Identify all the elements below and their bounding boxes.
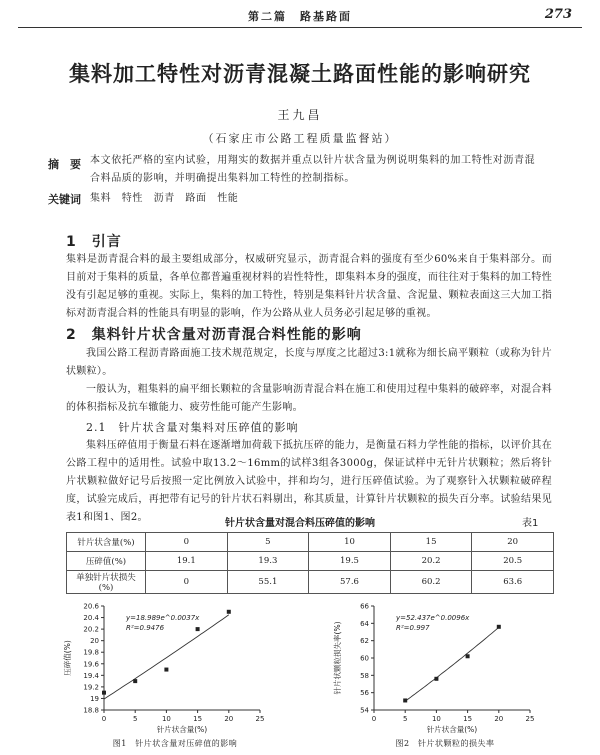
- y-tick-label: 64: [360, 619, 369, 628]
- keywords-text: 集料 特性 沥青 路面 性能: [90, 193, 239, 204]
- y-tick-label: 20.6: [83, 602, 99, 611]
- running-header: [0, 0, 600, 28]
- data-point: [497, 625, 501, 629]
- y-axis-title: 压碎值(%): [63, 640, 72, 676]
- figure-2-caption: 图2 针片状颗粒的损失率: [395, 739, 495, 748]
- table-cell: 15: [390, 533, 472, 552]
- y-tick-label: 56: [360, 689, 369, 698]
- y-tick-label: 60: [360, 654, 369, 663]
- y-tick-label: 58: [360, 671, 369, 680]
- section-1-text: 集料是沥青混合料的最主要组成部分，权威研究显示，沥青混合料的强度有至少60%来自于集料部分。而目前对于集料的质量，各单位都普遍重视材料的岩性特性，即集料本身的强度，而往往对于集料的加工特性没有引起足够的重视。实际上，集料的加工特性，特别是集料针片状含量、含泥量、颗粒表面这三大加工指标对沥青混合料的性能具有明显的影响，作为公路从业人员务必引起足够的重视。: [66, 254, 552, 319]
- affiliation: （石家庄市公路工程质量监督站）: [202, 132, 398, 145]
- subsection-2-1-heading: 2.1 针片状含量对集料对压碎值的影响: [86, 421, 299, 434]
- r-squared: R²=0.997: [396, 624, 430, 632]
- trend-line: [104, 615, 229, 699]
- header-rule: [18, 27, 582, 28]
- x-tick-label: 10: [431, 715, 441, 723]
- fit-equation: y=18.989e^0.0037x: [126, 614, 200, 622]
- y-tick-label: 20: [90, 637, 99, 646]
- section-2-paragraph-2: 一般认为，粗集料的扁平细长颗粒的含量影响沥青混合料在施工和使用过程中集料的破碎率，对混合料的体积指标及抗车辙能力、疲劳性能可能产生影响。: [66, 384, 552, 413]
- data-point: [164, 668, 168, 672]
- table-cell: 55.1: [227, 571, 309, 594]
- y-tick-label: 19.2: [83, 683, 99, 692]
- x-tick-label: 20: [494, 715, 504, 723]
- data-point: [102, 691, 106, 695]
- x-tick-label: 20: [224, 715, 234, 723]
- abstract-line-1: 本文依托严格的室内试验，用翔实的数据并重点以针片状含量为例说明集料的加工特性对沥青混: [90, 155, 536, 166]
- x-tick-label: 5: [402, 715, 408, 723]
- table-cell: 19.1: [146, 552, 228, 571]
- y-tick-label: 19: [90, 694, 99, 703]
- figure-1-caption: 图1 针片状含量对压碎值的影响: [112, 739, 238, 748]
- table-cell: 20: [472, 533, 554, 552]
- section-1-heading: 1 引言: [66, 234, 122, 250]
- page-number: 273: [544, 7, 572, 22]
- section-2-paragraph-3: 集料压碎值用于衡量石料在逐渐增加荷载下抵抗压碎的能力，是衡量石料力学性能的指标，以评价其在公路工程中的适用性。试验中取13.2～16mm的试样3组各3000g，保证试样中无针片状颗粒；然后将针片状颗粒做好记号后按照一定比例放入试验中，拌和均匀，进行压碎值试验。为了观察针入状颗粒破碎程度，试验完成后，再把带有记号的针片状石料剔出，称其质量，计算针片状颗粒的损失百分率。试验结果见表1和图1、图2。: [66, 440, 552, 523]
- table-cell: 10: [309, 533, 391, 552]
- x-tick-label: 10: [161, 715, 171, 723]
- author: 王九昌: [277, 108, 323, 122]
- running-header-section: 第二篇 路基路面: [248, 10, 352, 23]
- table-row: [67, 533, 554, 552]
- trend-line: [405, 627, 499, 701]
- data-point: [133, 679, 137, 683]
- y-tick-label: 19.4: [83, 671, 99, 680]
- y-tick-label: 54: [360, 706, 369, 715]
- y-tick-label: 19.6: [83, 660, 99, 669]
- keywords-label: 关键词: [48, 193, 81, 206]
- abstract-label: 摘 要: [48, 158, 81, 171]
- y-tick-label: 18.8: [83, 706, 99, 715]
- table-1-number: 表1: [522, 518, 539, 529]
- section-2-heading: 2 集料针片状含量对沥青混合料性能的影响: [66, 327, 362, 343]
- paper-title: 集料加工特性对沥青混凝土路面性能的影响研究: [69, 62, 531, 86]
- r-squared: R²=0.9476: [126, 624, 165, 632]
- table-row-label: 单独针片状损失(%): [67, 571, 146, 594]
- table-row: [67, 552, 554, 571]
- table-cell: 19.3: [227, 552, 309, 571]
- table-cell: 20.2: [390, 552, 472, 571]
- x-tick-label: 25: [255, 715, 265, 723]
- figure-1-chart: [60, 598, 290, 736]
- table-cell: 5: [227, 533, 309, 552]
- table-cell: 19.5: [309, 552, 391, 571]
- x-axis-title: 针片状含量(%): [426, 725, 478, 734]
- x-tick-label: 25: [525, 715, 535, 723]
- table-cell: 57.6: [309, 571, 391, 594]
- figure-2-chart: [330, 598, 560, 736]
- x-tick-label: 15: [193, 715, 203, 723]
- y-tick-label: 20.2: [83, 625, 99, 634]
- data-point: [227, 610, 231, 614]
- section-2-paragraph-1: 我国公路工程沥青路面施工技术规范规定，长度与厚度之比超过3:1就称为细长扁平颗粒（或称为针片状颗粒）。: [66, 348, 552, 377]
- y-tick-label: 20.4: [83, 614, 99, 623]
- y-tick-label: 19.8: [83, 648, 99, 657]
- abstract-line-2: 合料品质的影响，并明确提出集料加工特性的控制指标。: [90, 173, 355, 184]
- x-tick-label: 0: [371, 715, 377, 723]
- data-point: [196, 627, 200, 631]
- fit-equation: y=52.437e^0.0096x: [396, 614, 470, 622]
- x-tick-label: 0: [101, 715, 107, 723]
- table-cell: 0: [146, 533, 228, 552]
- y-tick-label: 66: [360, 602, 369, 611]
- table-1: [66, 532, 554, 594]
- y-tick-label: 62: [360, 637, 369, 646]
- table-cell: 60.2: [390, 571, 472, 594]
- table-cell: 0: [146, 571, 228, 594]
- table-cell: 20.5: [472, 552, 554, 571]
- data-point: [466, 654, 470, 658]
- data-point: [434, 677, 438, 681]
- y-axis-title: 针片状颗粒损失率(%): [333, 621, 342, 695]
- x-tick-label: 5: [132, 715, 138, 723]
- table-cell: 63.6: [472, 571, 554, 594]
- table-row-label: 针片状含量(%): [67, 533, 146, 552]
- table-row-label: 压碎值(%): [67, 552, 146, 571]
- table-1-caption: 针片状含量对混合料压碎值的影响: [225, 518, 375, 529]
- x-tick-label: 15: [463, 715, 473, 723]
- abstract-text: [90, 152, 560, 188]
- x-axis-title: 针片状含量(%): [156, 725, 208, 734]
- table-row: [67, 571, 554, 594]
- data-point: [403, 698, 407, 702]
